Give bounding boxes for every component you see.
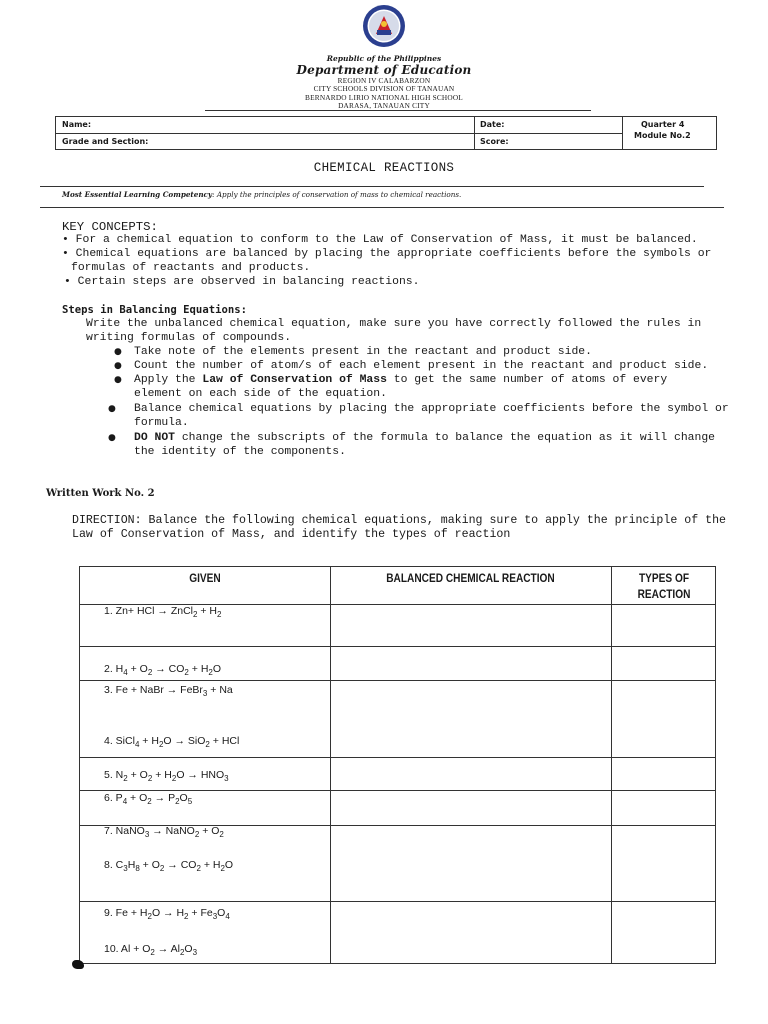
equation-row xyxy=(104,663,221,677)
subscript: 2 xyxy=(217,610,222,620)
equation-text: + O xyxy=(127,769,148,781)
equation-text: CO xyxy=(177,859,197,871)
key-concept-item: formulas of reactants and products. xyxy=(71,262,311,274)
subscript: 8 xyxy=(135,864,140,874)
info-row-divider xyxy=(474,133,622,134)
equation-row xyxy=(104,605,221,619)
subscript: 2 xyxy=(208,668,213,678)
row-divider xyxy=(80,757,715,758)
arrow-icon: → xyxy=(155,663,166,675)
subscript: 2 xyxy=(184,912,189,922)
arrow-icon: → xyxy=(154,792,166,804)
equation-text: + H xyxy=(188,663,209,675)
equation-text: + H xyxy=(152,769,172,781)
equation-text: + O xyxy=(127,792,148,804)
equation-text: CO xyxy=(165,663,185,675)
equation-text: O xyxy=(224,859,234,871)
equation-text: ZnCl xyxy=(167,605,193,617)
subscript: 3 xyxy=(144,830,150,840)
header-types-line: REACTION xyxy=(637,589,691,601)
department-name: Department of Education xyxy=(296,63,472,77)
steps-heading: Steps in Balancing Equations: xyxy=(62,304,247,316)
subscript: 2 xyxy=(179,948,185,958)
step-text: Apply the xyxy=(134,374,203,386)
score-label: Score: xyxy=(480,137,509,146)
equation-text: 4. SiCl xyxy=(104,735,135,747)
arrow-icon: → xyxy=(167,859,178,871)
student-info-table xyxy=(55,116,717,150)
subscript: 3 xyxy=(202,689,208,699)
divider xyxy=(40,186,704,187)
region-text: REGION IV CALABARZON xyxy=(337,76,431,85)
step-item: Balance chemical equations by placing the appropriate coefficients before the symbol or xyxy=(134,403,729,415)
key-concepts-heading: KEY CONCEPTS: xyxy=(62,220,158,234)
school-address: DARASA, TANAUAN CITY xyxy=(338,101,430,110)
row-divider xyxy=(80,680,715,681)
equation-text: P xyxy=(165,792,176,804)
quarter-label: Quarter 4 xyxy=(641,120,685,129)
equation-row xyxy=(104,792,192,806)
direction-text: Law of Conservation of Mass, and identify the types of reaction xyxy=(72,528,511,541)
bullet-icon: ● xyxy=(114,375,122,385)
step-item: formula. xyxy=(134,417,189,429)
equation-text: 6. P xyxy=(104,792,123,804)
subscript: 2 xyxy=(147,668,153,678)
divider xyxy=(40,207,724,208)
equation-text: 9. Fe + H xyxy=(104,907,148,919)
equation-text: + H xyxy=(197,605,218,617)
subscript: 2 xyxy=(171,774,177,784)
equation-text: 3. Fe + NaBr xyxy=(104,684,167,696)
melc-statement xyxy=(62,190,461,199)
grade-section-label: Grade and Section: xyxy=(62,137,149,146)
key-concept-item: • For a chemical equation to conform to the Law of Conservation of Mass, it must be balanced. xyxy=(62,234,698,246)
subscript: 4 xyxy=(134,740,140,750)
arrow-icon: → xyxy=(166,684,178,696)
step-item xyxy=(134,432,715,444)
equation-text: HNO xyxy=(197,769,225,781)
written-work-heading: Written Work No. 2 xyxy=(46,488,155,499)
equation-text: 10. Al + O xyxy=(104,943,151,955)
equation-text: 5. N xyxy=(104,769,124,781)
subscript: 2 xyxy=(220,864,225,874)
school-name: BERNARDO LIRIO NATIONAL HIGH SCHOOL xyxy=(305,93,463,102)
subscript: 2 xyxy=(159,864,165,874)
subscript: 3 xyxy=(212,912,218,922)
equation-text: FeBr xyxy=(177,684,203,696)
step-item: Take note of the elements present in the reactant and product side. xyxy=(134,346,592,358)
subscript: 2 xyxy=(147,797,152,807)
equation-row xyxy=(104,943,197,957)
equation-text: O xyxy=(217,907,226,919)
equation-text: O xyxy=(179,792,188,804)
info-row-divider xyxy=(56,133,474,134)
law-emphasis: Law of Conservation of Mass xyxy=(202,374,387,386)
equation-text: + O xyxy=(139,859,160,871)
subscript: 2 xyxy=(205,740,210,750)
arrow-icon: → xyxy=(174,735,185,747)
equations-table xyxy=(79,566,716,964)
melc-text: : Apply the principles of conservation of mass to chemical reactions. xyxy=(212,190,462,199)
steps-intro: writing formulas of compounds. xyxy=(86,332,292,344)
subscript: 2 xyxy=(147,912,152,922)
subscript: 3 xyxy=(192,948,198,958)
row-divider xyxy=(80,790,715,791)
division-text: CITY SCHOOLS DIVISION OF TANAUAN xyxy=(313,84,455,93)
subscript: 5 xyxy=(187,797,193,807)
step-item: element on each side of the equation. xyxy=(134,388,387,400)
bullet-icon: ● xyxy=(114,347,122,357)
key-concept-item: • Chemical equations are balanced by placing the appropriate coefficients before the symbols or xyxy=(62,248,712,260)
equation-text: 2. H xyxy=(104,663,124,675)
equation-text: H xyxy=(173,907,185,919)
subscript: 2 xyxy=(196,864,201,874)
subscript: 2 xyxy=(147,774,153,784)
info-col-divider xyxy=(622,117,623,149)
header-given: GIVEN xyxy=(189,573,221,585)
direction-text: DIRECTION: Balance the following chemical equations, making sure to apply the principle of the xyxy=(72,514,726,527)
header-types xyxy=(617,571,710,603)
subscript: 4 xyxy=(123,668,128,678)
subscript: 2 xyxy=(193,610,198,620)
equation-text: + H xyxy=(200,859,221,871)
equation-text: O xyxy=(212,663,222,675)
equation-text: + O xyxy=(127,663,148,675)
equation-text: SiO xyxy=(185,735,206,747)
header-types-line: TYPES OF xyxy=(638,573,690,585)
step-text: to get the same number of atoms of every xyxy=(386,374,668,386)
arrow-icon: → xyxy=(152,825,163,837)
equation-text: + H xyxy=(139,735,159,747)
subscript: 2 xyxy=(123,774,128,784)
equation-row xyxy=(104,859,233,873)
equation-text: 7. NaNO xyxy=(104,825,145,837)
subscript: 2 xyxy=(194,830,200,840)
subscript: 2 xyxy=(219,830,224,840)
subscript: 2 xyxy=(150,948,155,958)
equation-text: O xyxy=(151,907,164,919)
bullet-icon: ● xyxy=(108,433,116,443)
equation-text: + Na xyxy=(207,684,233,696)
equation-row xyxy=(104,735,239,749)
steps-intro: Write the unbalanced chemical equation, make sure you have correctly followed the rules in xyxy=(86,318,702,330)
equation-text: H xyxy=(127,859,136,871)
equation-text: Al xyxy=(168,943,180,955)
name-label: Name: xyxy=(62,120,92,129)
key-concept-item: • Certain steps are observed in balancing reactions. xyxy=(64,276,420,288)
subscript: 2 xyxy=(158,740,164,750)
equation-text: + Fe xyxy=(188,907,213,919)
equation-text: O xyxy=(176,769,188,781)
equation-row xyxy=(104,907,230,921)
equation-text: O xyxy=(184,943,193,955)
arrow-icon: → xyxy=(163,907,174,919)
equation-text: 8. C xyxy=(104,859,124,871)
step-item: Count the number of atom/s of each element present in the reactant and product side. xyxy=(134,360,709,372)
subscript: 2 xyxy=(184,668,189,678)
deped-seal-icon xyxy=(362,4,406,48)
step-text: change the subscripts of the formula to balance the equation as it will change xyxy=(175,432,716,444)
subscript: 3 xyxy=(123,864,128,874)
bullet-icon: ● xyxy=(114,361,122,371)
row-divider xyxy=(80,646,715,647)
republic-text: Republic of the Philippines xyxy=(326,54,442,63)
ink-mark xyxy=(72,960,84,969)
equation-row xyxy=(104,769,229,783)
equation-text: NaNO xyxy=(162,825,195,837)
melc-label: Most Essential Learning Competency xyxy=(62,190,213,199)
header-divider xyxy=(205,110,591,111)
do-not-emphasis: DO NOT xyxy=(134,432,176,444)
info-col-divider xyxy=(474,117,475,149)
date-label: Date: xyxy=(480,120,505,129)
row-divider xyxy=(80,901,715,902)
equation-text: + O xyxy=(199,825,220,837)
subscript: 4 xyxy=(225,912,230,922)
equation-row xyxy=(104,825,224,839)
arrow-icon: → xyxy=(187,769,198,781)
subscript: 4 xyxy=(122,797,128,807)
equation-text: O xyxy=(163,735,175,747)
col-divider xyxy=(611,567,612,963)
equation-text: 1. Zn+ HCl xyxy=(104,605,158,617)
arrow-icon: → xyxy=(157,605,168,617)
module-label: Module No.2 xyxy=(634,131,691,140)
page-title: CHEMICAL REACTIONS xyxy=(313,161,455,175)
step-item: the identity of the components. xyxy=(134,446,346,458)
equation-text: + HCl xyxy=(209,735,240,747)
arrow-icon: → xyxy=(157,943,169,955)
subscript: 2 xyxy=(175,797,180,807)
step-item xyxy=(134,374,667,386)
header-balanced: BALANCED CHEMICAL REACTION xyxy=(386,573,555,585)
col-divider xyxy=(330,567,331,963)
bullet-icon: ● xyxy=(108,404,116,414)
equation-row xyxy=(104,684,233,698)
subscript: 3 xyxy=(224,774,229,784)
